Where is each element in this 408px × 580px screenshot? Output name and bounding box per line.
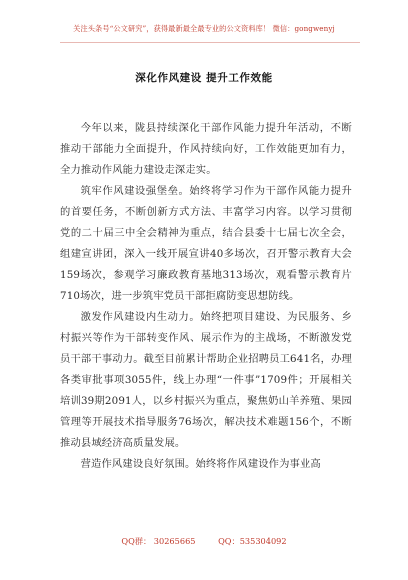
paragraph-study: 筑牢作风建设强堡垒。始终将学习作为干部作风能力提升的首要任务，不断创新方式方法、丰富学习内容。以学习贯彻党的二十届三中全会精神为重点，结合县委十七届七次全会，组建宣讲团，深入一线开展宣讲40多场次，召开警示教育大会159场次，参观学习廉政教育基地313场次，观看警示教育片710场次，进一步筑牢党员干部拒腐防变思想防线。	[60, 185, 352, 302]
paragraph-intro: 今年以来，陇县持续深化干部作风能力提升年活动，不断推动干部能力全面提升，作风持续向好，工作效能更加有力，全力推动作风能力建设走深走实。	[60, 122, 352, 176]
paragraph-atmosphere: 营造作风建设良好氛围。始终将作风建设作为事业高	[80, 458, 321, 470]
paragraph-motivation: 激发作风建设内生动力。始终把项目建设、为民服务、乡村振兴等作为干部转变作风、展示作为的主战场，不断激发党员干部干事动力。截至目前累计帮助企业招聘员工641名，办理各类审批事项3055件，线上办理“一件事”1709件；开展相关培训39期2091人，以乡村振兴为重点，聚焦奶山羊养殖、果园管理等开展技术指导服务76场次，解决技术难题156个，不断推动县域经济高质量发展。	[60, 311, 352, 449]
document-body	[60, 118, 352, 475]
footer-qq: QQ：535304092	[218, 536, 287, 546]
footer-contact	[0, 536, 408, 547]
footer-qq-group: QQ群： 30265665	[121, 536, 196, 546]
header-banner: 关注头条号“公文研究”，获得最新最全最专业的公文资料库！ 微信：gongwenyj	[73, 24, 335, 33]
header-divider	[60, 42, 360, 43]
document-title: 深化作风建设 提升工作效能	[135, 72, 273, 84]
